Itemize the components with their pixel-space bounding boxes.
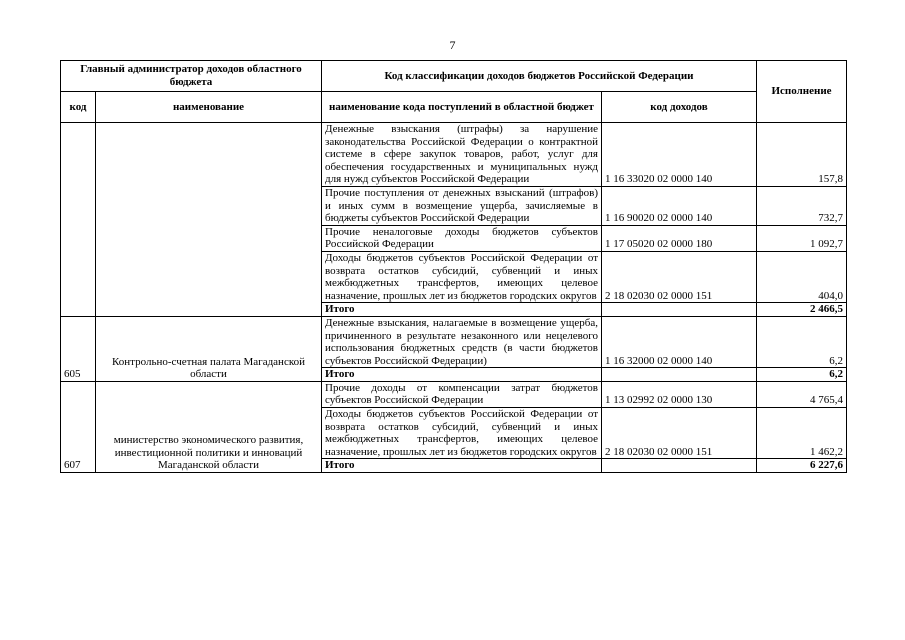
admin-code-cell: 607 [61, 381, 96, 472]
income-code-cell: 1 16 90020 02 0000 140 [602, 186, 757, 225]
total-amount: 6,2 [757, 368, 847, 382]
table-row [61, 381, 847, 407]
income-code-cell: 2 18 02030 02 0000 151 [602, 251, 757, 302]
total-code-cell [602, 303, 757, 317]
admin-code-cell: 605 [61, 316, 96, 381]
income-code-cell: 2 18 02030 02 0000 151 [602, 408, 757, 459]
total-label: Итого [322, 368, 602, 382]
table-row [61, 123, 847, 187]
amount-cell: 6,2 [757, 316, 847, 367]
income-name-cell: Доходы бюджетов субъектов Российской Федерации от возврата остатков субсидий, субвенций и иных межбюджетных трансфертов, имеющих целевое назначение, прошлых лет из бюджетов городских округов [322, 408, 602, 459]
code-column-header: код [61, 92, 96, 123]
admin-name-cell: министерство экономического развития, инвестиционной политики и инноваций Магаданской области [96, 381, 322, 472]
income-name-column-header: наименование кода поступлений в областной бюджет [322, 92, 602, 123]
total-amount: 6 227,6 [757, 459, 847, 473]
amount-cell: 157,8 [757, 123, 847, 187]
total-code-cell [602, 459, 757, 473]
income-name-cell: Денежные взыскания (штрафы) за нарушение законодательства Российской Федерации о контрактной системе в сфере закупок товаров, работ, услуг для обеспечения государственных и муниципальных нужд для нужд субъектов Российской Федерации [322, 123, 602, 187]
execution-header: Исполнение [757, 61, 847, 123]
income-code-cell: 1 17 05020 02 0000 180 [602, 225, 757, 251]
total-amount: 2 466,5 [757, 303, 847, 317]
income-code-cell: 1 16 32000 02 0000 140 [602, 316, 757, 367]
income-table [60, 60, 847, 473]
classification-group-header: Код классификации доходов бюджетов Российской Федерации [322, 61, 757, 92]
total-label: Итого [322, 303, 602, 317]
header-row-2 [61, 92, 847, 123]
income-code-cell: 1 16 33020 02 0000 140 [602, 123, 757, 187]
amount-cell: 1 092,7 [757, 225, 847, 251]
page-number: 7 [449, 38, 456, 52]
income-code-cell: 1 13 02992 02 0000 130 [602, 381, 757, 407]
total-code-cell [602, 368, 757, 382]
admin-code-cell [61, 123, 96, 317]
admin-name-cell: Контрольно-счетная палата Магаданской области [96, 316, 322, 381]
total-label: Итого [322, 459, 602, 473]
income-name-cell: Прочие поступления от денежных взысканий (штрафов) и иных сумм в возмещение ущерба, зачисляемые в бюджеты субъектов Российской Федерации [322, 186, 602, 225]
amount-cell: 404,0 [757, 251, 847, 302]
admin-name-cell [96, 123, 322, 317]
income-name-cell: Денежные взыскания, налагаемые в возмещение ущерба, причиненного в результате незаконного или нецелевого использования бюджетных средств (в части бюджетов субъектов Российской Федерации) [322, 316, 602, 367]
table-row [61, 316, 847, 367]
name-column-header: наименование [96, 92, 322, 123]
income-code-column-header: код доходов [602, 92, 757, 123]
header-row-1 [61, 61, 847, 92]
admin-group-header: Главный администратор доходов областного бюджета [61, 61, 322, 92]
income-name-cell: Прочие доходы от компенсации затрат бюджетов субъектов Российской Федерации [322, 381, 602, 407]
amount-cell: 732,7 [757, 186, 847, 225]
amount-cell: 4 765,4 [757, 381, 847, 407]
income-name-cell: Прочие неналоговые доходы бюджетов субъектов Российской Федерации [322, 225, 602, 251]
income-name-cell: Доходы бюджетов субъектов Российской Федерации от возврата остатков субсидий, субвенций и иных межбюджетных трансфертов, имеющих целевое назначение, прошлых лет из бюджетов городских округов [322, 251, 602, 302]
amount-cell: 1 462,2 [757, 408, 847, 459]
